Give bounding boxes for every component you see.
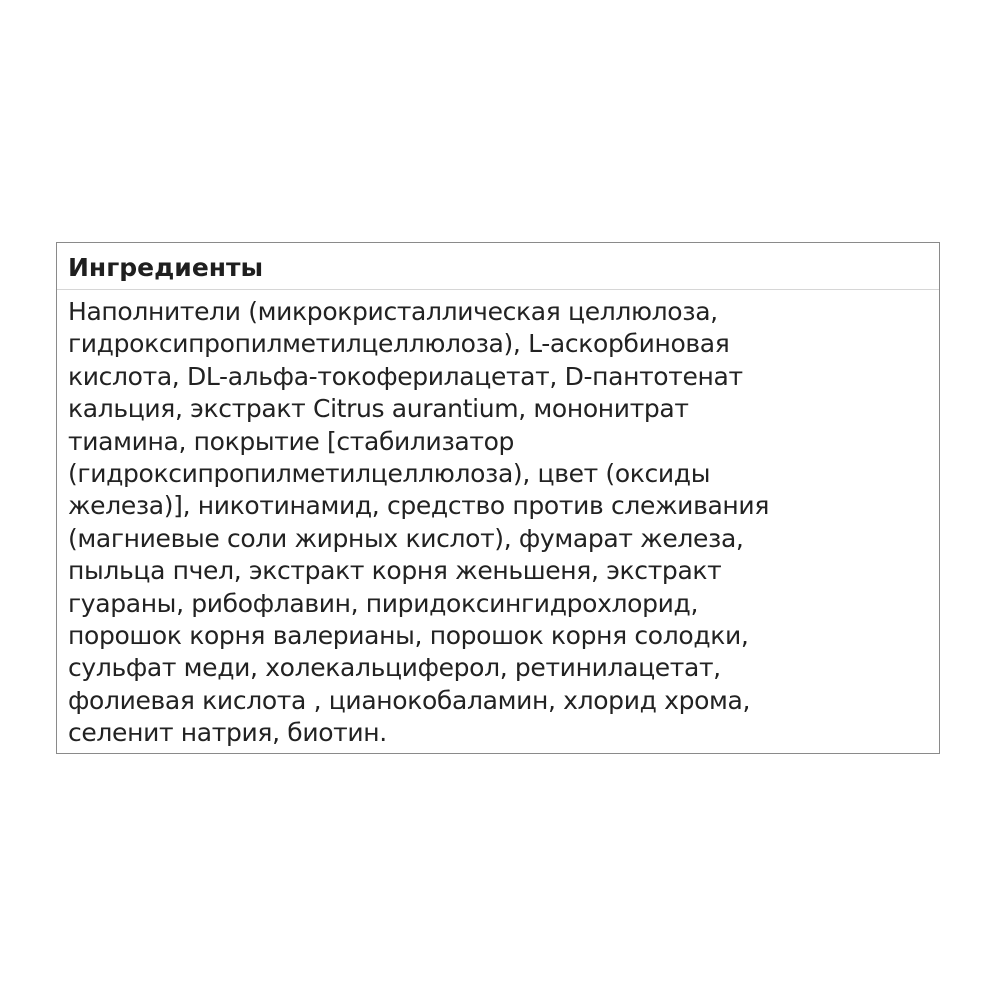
ingredients-line: тиамина, покрытие [стабилизатор: [68, 426, 515, 456]
ingredients-line: (магниевые соли жирных кислот), фумарат железа,: [68, 523, 744, 553]
ingredients-line: Наполнители (микрокристаллическая целлюлоза,: [68, 297, 718, 326]
ingredients-line: пыльца пчел, экстракт корня женьшеня, экстракт: [68, 556, 722, 586]
ingredients-line: порошок корня валерианы, порошок корня солодки,: [68, 621, 749, 651]
ingredients-text: [57, 290, 939, 750]
ingredients-line: селенит натрия, биотин.: [68, 718, 387, 748]
ingredients-line: железа)], никотинамид, средство против слеживания: [68, 491, 770, 521]
ingredients-title: Ингредиенты: [68, 253, 264, 282]
ingredients-header: [57, 243, 939, 290]
ingredients-panel: [56, 242, 940, 754]
ingredients-line: гидроксипропилметилцеллюлоза), L-аскорбиновая: [68, 329, 730, 359]
ingredients-line: сульфат меди, холекальциферол, ретинилацетат,: [68, 653, 721, 683]
ingredients-line: фолиевая кислота , цианокобаламин, хлорид хрома,: [68, 685, 751, 715]
ingredients-line: гуараны, рибофлавин, пиридоксингидрохлорид,: [68, 588, 699, 618]
ingredients-line: кальция, экстракт Citrus aurantium, мононитрат: [68, 394, 689, 424]
ingredients-line: кислота, DL-альфа-токоферилацетат, D-пантотенат: [68, 361, 743, 391]
ingredients-line: (гидроксипропилметилцеллюлоза), цвет (оксиды: [68, 459, 711, 489]
